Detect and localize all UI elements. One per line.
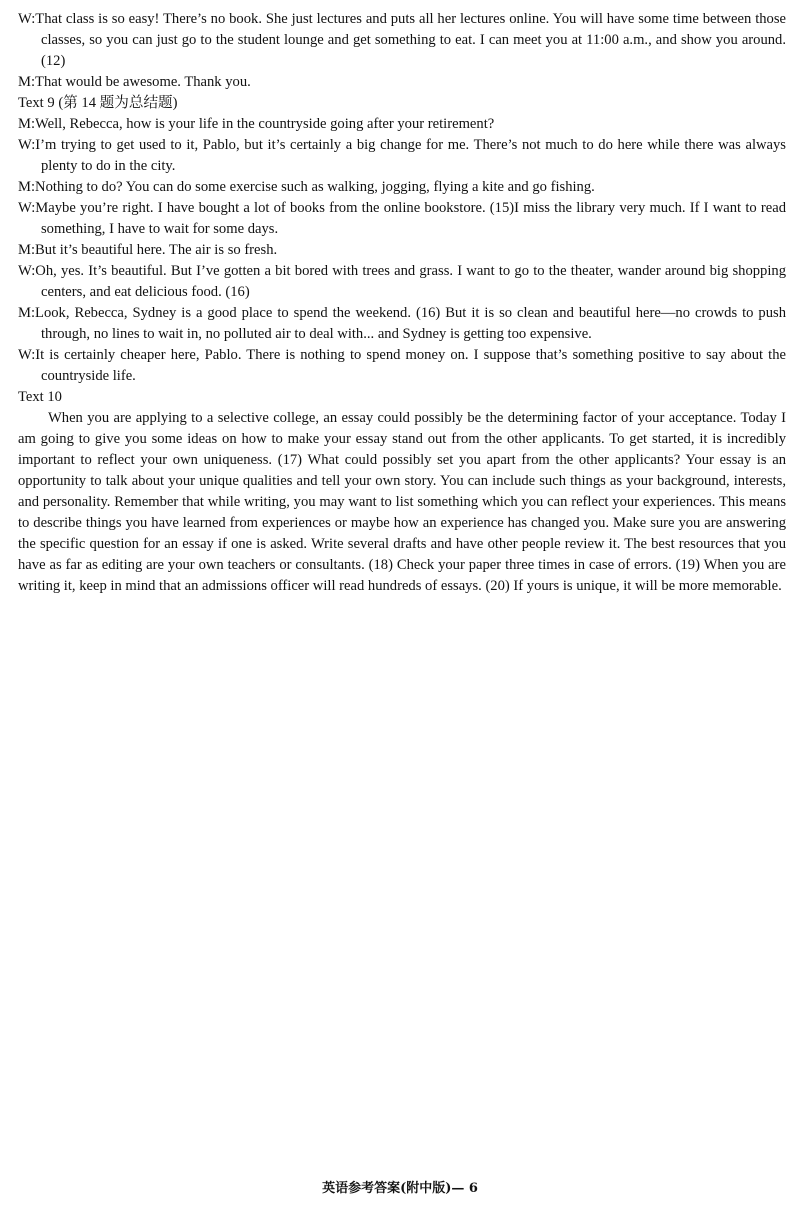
page-footer: 英语参考答案(附中版)— 6 [322,1181,478,1196]
dialogue-text: But it’s beautiful here. The air is so fresh. [35,242,278,258]
speaker-label: M [18,116,31,132]
speaker-separator: : [31,347,36,363]
text10-heading: Text 10 [18,389,62,405]
dialogue-text: It is certainly cheaper here, Pablo. There is nothing to spend money on. I suppose that’s something positive to say about the countryside life. [35,347,786,384]
dialogue-line [18,114,786,135]
dialogue-line [18,135,786,177]
speaker-separator: : [30,74,36,90]
dialogue-text: Look, Rebecca, Sydney is a good place to spend the weekend. (16) But it is so clean and beautiful here—no crowds to push through, no lines to wait in, no polluted air to deal with... and Sydney is getting too expensive. [35,305,786,342]
dialogue-line [18,303,786,345]
transcript-page [18,9,786,597]
speaker-label: M [18,179,31,195]
text10-paragraph: When you are applying to a selective college, an essay could possibly be the determining factor of your acceptance. Today I am going to give you some ideas on how to make your essay stand out from the other applicants. To get started, it is incredibly important to reflect your own uniqueness. (17) What could possibly set you apart from the other applicants? Your essay is an opportunity to talk about your unique qualities and tell your own story. You can include such things as your background, interests, and personality. Remember that while writing, you may want to list something which you can reflect your experiences. This means to describe things you have learned from experiences or maybe how an experience has changed you. Make sure you are answering the specific question for an essay if one is asked. Write several drafts and have other people review it. The best resources that you have as far as editing are your own teachers or consultants. (18) Check your paper three times in case of errors. (19) When you are writing it, keep in mind that an admissions officer will read hundreds of essays. (20) If yours is unique, it will be more memorable. [18,410,786,594]
dialogue-text: Oh, yes. It’s beautiful. But I’ve gotten a bit bored with trees and grass. I want to go to the theater, wander around big shopping centers, and eat delicious food. (16) [35,263,786,300]
speaker-label: M [18,242,31,258]
speaker-label: M [18,74,31,90]
speaker-separator: : [31,200,36,216]
dialogue-line [18,9,786,72]
dialogue-text: That class is so easy! There’s no book. She just lectures and puts all her lectures online. You will have some time between those classes, so you can just go to the student lounge and get something to eat. I can meet you at 11:00 a.m., and show you around. (12) [35,11,786,69]
speaker-label: M [18,305,31,321]
dialogue-text: I’m trying to get used to it, Pablo, but it’s certainly a big change for me. There’s not much to do here while there was always plenty to do in the city. [35,137,786,174]
dialogue-line [18,345,786,387]
speaker-separator: : [31,11,36,27]
dialogue-line [18,240,786,261]
speaker-separator: : [31,263,36,279]
dialogue-text: Nothing to do? You can do some exercise such as walking, jogging, flying a kite and go fishing. [35,179,595,195]
dialogue-line [18,198,786,240]
dialogue-line [18,261,786,303]
speaker-label: W [18,347,32,363]
dialogue-text: Well, Rebecca, how is your life in the countryside going after your retirement? [35,116,495,132]
speaker-separator: : [30,242,36,258]
dialogue-text: That would be awesome. Thank you. [35,74,251,90]
dialogue-text: Maybe you’re right. I have bought a lot of books from the online bookstore. (15)I miss the library very much. If I want to read something, I have to wait for some days. [35,200,786,237]
speaker-separator: : [30,305,36,321]
speaker-separator: : [30,116,36,132]
speaker-label: W [18,263,32,279]
dialogue-line [18,177,786,198]
text9-heading: Text 9 (第 14 题为总结题) [18,95,178,111]
dialogue-line [18,72,786,93]
speaker-separator: : [31,137,36,153]
speaker-label: W [18,11,32,27]
speaker-separator: : [30,179,36,195]
speaker-label: W [18,137,32,153]
speaker-label: W [18,200,32,216]
